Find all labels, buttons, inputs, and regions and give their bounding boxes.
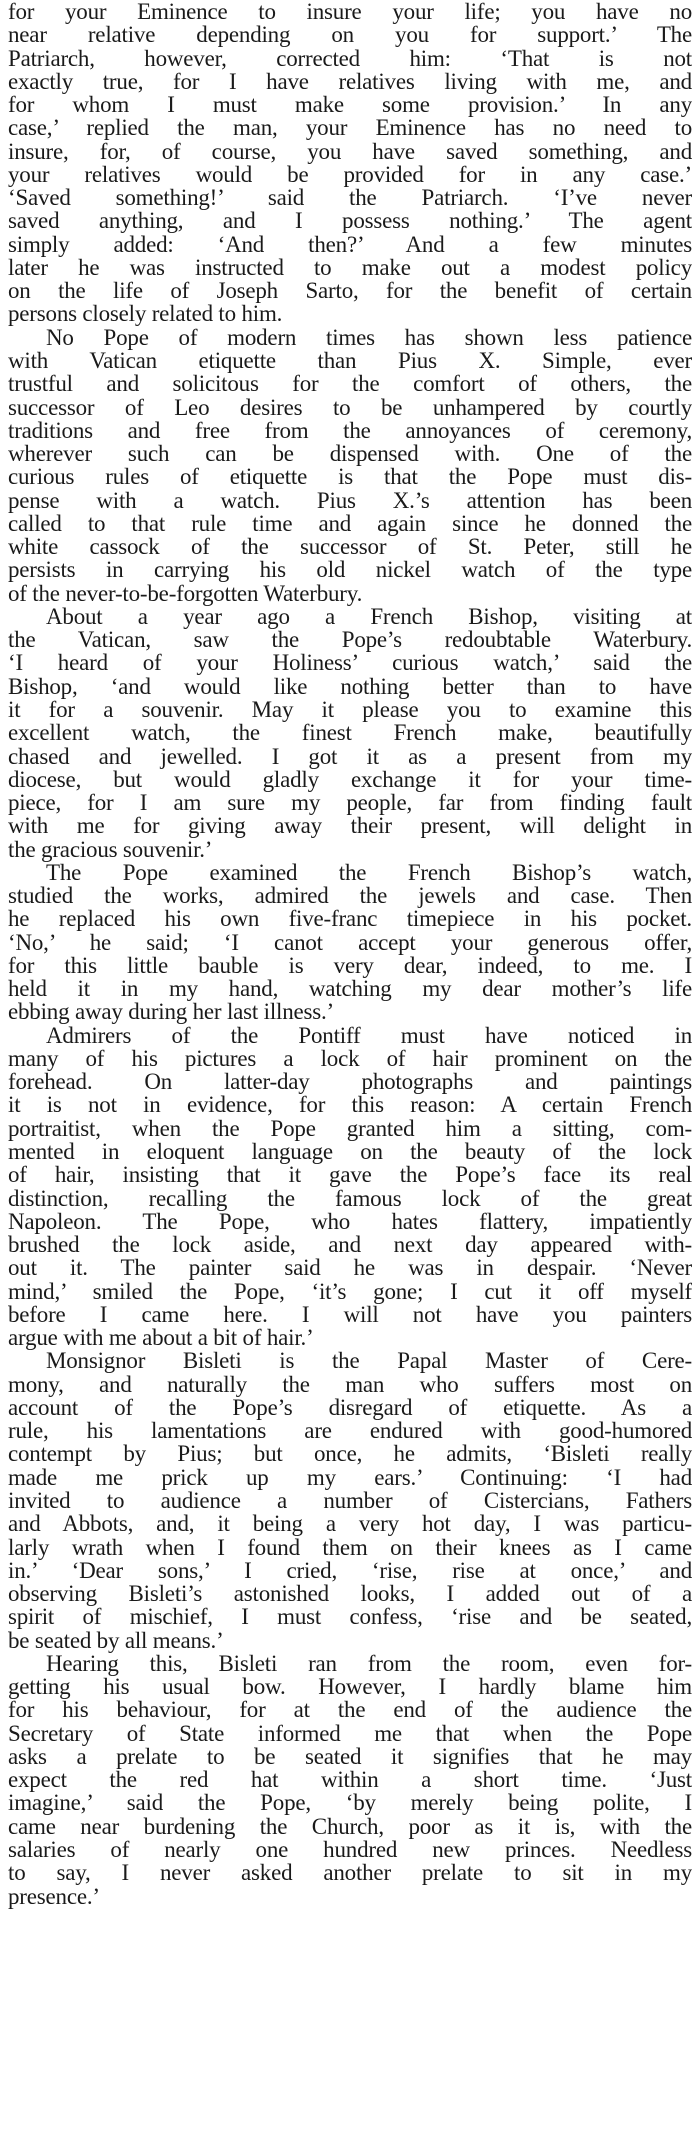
text-line: your relatives would be provided for in any case.’ (8, 161, 692, 187)
text-line: wherever such can be dispensed with. One of the (8, 441, 692, 467)
text-line: exactly true, for I have relatives living with me, and (8, 68, 692, 94)
text-line: spirit of mischief, I must confess, ‘rise and be seated, (8, 1604, 692, 1630)
text-line: argue with me about a bit of hair.’ (8, 1325, 314, 1351)
text-line: for whom I must make some provision.’ In any (8, 92, 692, 118)
text-line: for his behaviour, for at the end of the audience the (8, 1697, 692, 1723)
text-line: distinction, recalling the famous lock of the great (8, 1185, 692, 1211)
text-line: near relative depending on you for support.’ The (8, 22, 692, 48)
text-line: imagine,’ said the Pope, ‘by merely being polite, I (8, 1790, 692, 1816)
text-line: he replaced his own five-franc timepiece in his pocket. (8, 906, 692, 932)
text-line: mony, and naturally the man who suffers most on (8, 1371, 692, 1397)
text-line: Bishop, ‘and would like nothing better than to have (8, 673, 692, 699)
text-line: before I came here. I will not have you painters (8, 1301, 692, 1327)
text-line: chased and jewelled. I got it as a present from my (8, 743, 692, 769)
text-line: case,’ replied the man, your Eminence has no need to (8, 115, 692, 141)
text-line: studied the works, admired the jewels and case. Then (8, 883, 692, 909)
text-line: and Abbots, and, it being a very hot day, I was particu- (8, 1511, 692, 1537)
text-line: to say, I never asked another prelate to sit in my (8, 1860, 692, 1886)
text-line: insure, for, of course, you have saved something, and (8, 138, 692, 164)
text-line: ‘Saved something!’ said the Patriarch. ‘I’ve never (8, 185, 692, 211)
text-line: excellent watch, the finest French make, beautifully (8, 720, 692, 746)
text-line: Hearing this, Bisleti ran from the room, even for- (46, 1650, 692, 1676)
text-line: simply added: ‘And then?’ And a few minutes (8, 231, 692, 257)
text-line: on the life of Joseph Sarto, for the benefit of certain (8, 278, 692, 304)
text-line: mented in eloquent language on the beauty of the lock (8, 1139, 692, 1165)
text-line: observing Bisleti’s astonished looks, I added out of a (8, 1581, 692, 1607)
text-line: pense with a watch. Pius X.’s attention has been (8, 487, 692, 513)
text-line: ‘I heard of your Holiness’ curious watch,’ said the (8, 650, 692, 676)
text-line: called to that rule time and again since he donned the (8, 510, 692, 536)
text-line: ebbing away during her last illness.’ (8, 999, 335, 1025)
text-line: brushed the lock aside, and next day appeared with- (8, 1232, 692, 1258)
text-line: Napoleon. The Pope, who hates flattery, impatiently (8, 1208, 692, 1234)
paragraph (8, 605, 692, 861)
text-line: account of the Pope’s disregard of etiquette. As a (8, 1394, 692, 1420)
text-line: held it in my hand, watching my dear mother’s life (8, 976, 692, 1002)
text-line: larly wrath when I found them on their knees as I came (8, 1534, 692, 1560)
paragraph (8, 0, 692, 326)
text-line: of hair, insisting that it gave the Pope’s face its real (8, 1162, 692, 1188)
text-line: out it. The painter said he was in despair. ‘Never (8, 1255, 692, 1281)
text-line: portraitist, when the Pope granted him a sitting, com- (8, 1115, 692, 1141)
text-line: with Vatican etiquette than Pius X. Simple, ever (8, 347, 692, 373)
text-line: in.’ ‘Dear sons,’ I cried, ‘rise, rise at once,’ and (8, 1557, 692, 1583)
text-line: for this little bauble is very dear, indeed, to me. I (8, 952, 692, 978)
text-line: trustful and solicitous for the comfort of others, the (8, 371, 692, 397)
text-line: many of his pictures a lock of hair prominent on the (8, 1045, 692, 1071)
paragraph (8, 861, 692, 1024)
text-line: The Pope examined the French Bishop’s watch, (46, 859, 692, 885)
paragraph (8, 1024, 692, 1350)
text-line: for your Eminence to insure your life; you have no (8, 0, 692, 24)
text-line: expect the red hat within a short time. ‘Just (8, 1767, 692, 1793)
text-line: saved anything, and I possess nothing.’ The agent (8, 208, 692, 234)
text-line: Secretary of State informed me that when the Pope (8, 1720, 692, 1746)
text-line: Patriarch, however, corrected him: ‘That is not (8, 45, 692, 71)
text-line: ‘No,’ he said; ‘I canot accept your generous offer, (8, 929, 692, 955)
text-line: curious rules of etiquette is that the Pope must dis- (8, 464, 692, 490)
text-line: mind,’ smiled the Pope, ‘it’s gone; I cut it off myself (8, 1278, 692, 1304)
text-line: came near burdening the Church, poor as it is, with the (8, 1813, 692, 1839)
text-line: the gracious souvenir.’ (8, 836, 213, 862)
text-line: Monsignor Bisleti is the Papal Master of Cere- (46, 1348, 692, 1374)
text-line: getting his usual bow. However, I hardly blame him (8, 1674, 692, 1700)
text-line: persons closely related to him. (8, 301, 283, 327)
text-line: of the never-to-be-forgotten Waterbury. (8, 580, 363, 606)
text-line: it is not in evidence, for this reason: A certain French (8, 1092, 692, 1118)
text-line: traditions and free from the annoyances of ceremony, (8, 417, 692, 443)
text-line: presence.’ (8, 1883, 100, 1909)
text-line: Admirers of the Pontiff must have noticed in (46, 1022, 692, 1048)
text-line: diocese, but would gladly exchange it for your time- (8, 766, 692, 792)
text-line: rule, his lamentations are endured with good-humored (8, 1418, 692, 1444)
text-line: persists in carrying his old nickel watch of the type (8, 557, 692, 583)
text-line: asks a prelate to be seated it signifies that he may (8, 1743, 692, 1769)
text-line: made me prick up my ears.’ Continuing: ‘I had (8, 1464, 692, 1490)
text-line: contempt by Pius; but once, he admits, ‘Bisleti really (8, 1441, 692, 1467)
text-line: No Pope of modern times has shown less patience (46, 324, 692, 350)
paragraph (8, 326, 692, 605)
text-line: it for a souvenir. May it please you to examine this (8, 696, 692, 722)
page-text (8, 0, 692, 2139)
text-line: salaries of nearly one hundred new princes. Needless (8, 1836, 692, 1862)
text-line: later he was instructed to make out a modest policy (8, 254, 692, 280)
text-line: the Vatican, saw the Pope’s redoubtable Waterbury. (8, 627, 692, 653)
text-line: be seated by all means.’ (8, 1627, 224, 1653)
text-line: About a year ago a French Bishop, visiting at (46, 603, 692, 629)
paragraph (8, 1349, 692, 1651)
text-line: white cassock of the successor of St. Peter, still he (8, 534, 692, 560)
text-line: successor of Leo desires to be unhampered by courtly (8, 394, 692, 420)
text-line: invited to audience a number of Cistercians, Fathers (8, 1488, 692, 1513)
text-line: forehead. On latter-day photographs and paintings (8, 1069, 692, 1095)
text-line: piece, for I am sure my people, far from finding fault (8, 790, 692, 816)
paragraph (8, 1652, 692, 1908)
text-line: with me for giving away their present, will delight in (8, 813, 692, 839)
